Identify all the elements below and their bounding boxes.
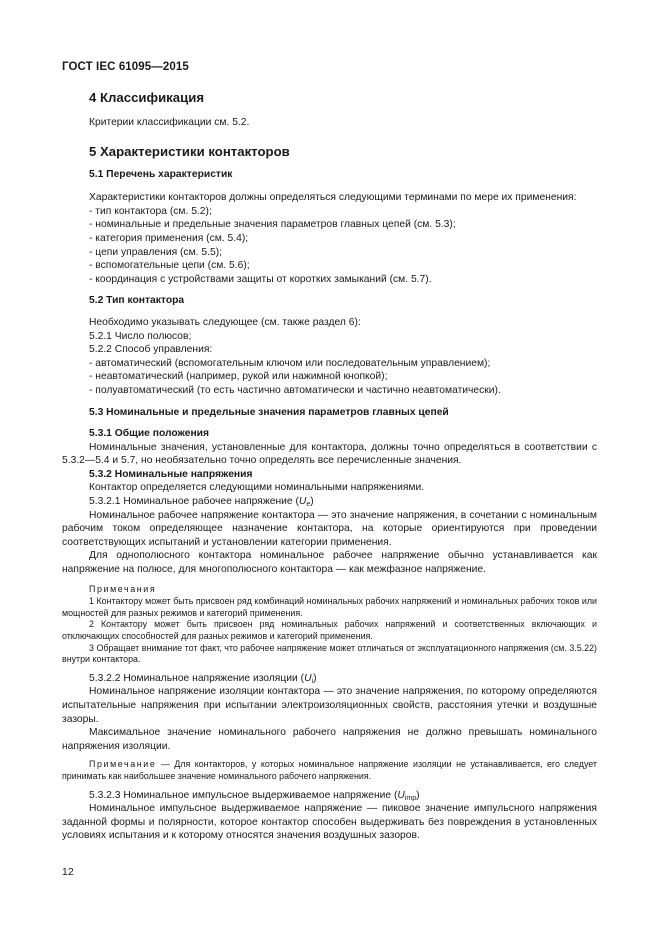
section-5-3-2-text: Контактор определяется следующими номинальными напряжениями. [89,482,425,494]
voltage-symbol: U [298,496,307,508]
list-item: - номинальные и предельные значения параметров главных цепей (см. 5.3); [89,219,456,231]
section-5-2-2: 5.2.2 Способ управления: [89,344,213,356]
standard-header: ГОСТ IEC 61095—2015 [62,61,189,73]
section-5-3-2-1-title [89,495,597,509]
heading-close: ) [313,672,317,684]
note-2: 2 Контактору может быть присвоен ряд номинальных рабочих напряжений и соответственных включающих и отключающих способностей для разных режимов и категорий применения. [62,619,597,641]
section-5-3-1-title: 5.3.1 Общие положения [89,428,209,440]
page-content [62,90,597,843]
section-5-2-1: 5.2.1 Число полюсов; [89,330,192,342]
list-item: - неавтоматический (например, рукой или нажимной кнопкой); [89,371,388,383]
heading-text: 5.3.2.2 Номинальное напряжение изоляции ( [89,672,305,684]
notes-heading: Примечания [89,583,157,594]
section-5-3-2-2-title [89,672,597,686]
section-5-3-2-2-p2: Максимальное значение номинального рабочего напряжения не должно превышать номинального напряжения изоляции. [62,727,597,752]
section-5-title: 5 Характеристики контакторов [89,143,290,159]
section-5-2-title: 5.2 Тип контактора [89,295,185,307]
voltage-symbol: U [397,789,405,801]
voltage-subscript: i [311,677,314,685]
list-item: - координация с устройствами защиты от коротких замыканий (см. 5.7). [89,273,432,285]
heading-close: ) [416,789,420,801]
section-5-2-2-list [89,357,597,398]
list-item: - тип контактора (см. 5.2); [89,205,212,217]
note-label: Примечание [89,759,157,770]
section-4-text: Критерии классификации см. 5.2. [89,117,250,128]
section-5-3-2-1-p1: Номинальное рабочее напряжение контактора — это значение напряжения, в сочетании с номинальным рабочим током определяющее назначение контактора, на которые ориентируются при проведении соответствующих испытаний и установлении категории применения. [62,509,597,548]
list-item: - категория применения (см. 5.4); [89,232,249,244]
voltage-subscript: imp [404,794,417,802]
list-item: - цепи управления (см. 5.5); [89,246,222,258]
section-5-3-2-3-title [89,789,597,803]
section-5-3-2-1-p2: Для однополюсного контактора номинальное рабочее напряжение обычно устанавливается как напряжение на полюсе, для многополюсного контактора — как межфазное напряжение. [62,550,597,576]
list-item: - вспомогательные цепи (см. 5.6); [89,260,250,272]
heading-text: 5.3.2.1 Номинальное рабочее напряжение ( [89,496,299,508]
section-5-1-intro: Характеристики контакторов должны определяться следующими терминами по мере их применения: [89,192,577,204]
voltage-symbol: U [304,672,312,684]
list-item: - автоматический (вспомогательным ключом или последовательным управлением); [89,357,491,369]
section-5-1-list [89,205,597,287]
section-5-3-2-2-p1: Номинальное напряжение изоляции контактора — это значение напряжения, по которому определяются испытательные напряжения при испытании электроизоляционных свойств, расстояния утечки и воздушные зазоры. [62,686,597,725]
note-3: 3 Обращает внимание тот факт, что рабочее напряжение может отличаться от эксплуатационного напряжения (см. 3.5.22) внутри контактора. [62,642,597,665]
note-1: 1 Контактору может быть присвоен ряд комбинаций номинальных рабочих напряжений и номинальных рабочих токов или мощностей для разных режимов и категорий применения. [62,596,597,618]
section-5-3-2-3-p1: Номинальное импульсное выдерживаемое напряжение — пиковое значение импульсного напряжения заданной формы и полярности, которое контактор способен выдерживать без повреждения в установленных условиях испытания и к которому относятся значения воздушных зазоров. [62,803,597,842]
voltage-subscript: e [306,501,311,509]
heading-close: ) [310,496,314,508]
section-5-2-intro: Необходимо указывать следующее (см. также раздел 6): [89,316,361,328]
heading-text: 5.3.2.3 Номинальное импульсное выдерживаемое напряжение ( [89,789,398,801]
section-5-3-1-text: Номинальные значения, установленные для контактора, должны точно определяться в соответствии с 5.3.2—5.4 и 5.7, но необязательно точно определять все перечисленные значения. [62,441,597,467]
section-5-1-title: 5.1 Перечень характеристик [89,168,233,180]
note-text: — Для контакторов, у которых номинальное напряжение изоляции не устанавливается, его следует принимать как наибольшее значение номинального рабочего напряжения. [62,759,597,781]
page-number: 12 [62,866,74,878]
section-4-title: 4 Классификация [89,90,205,105]
section-5-3-2-title: 5.3.2 Номинальные напряжения [89,468,253,480]
list-item: - полуавтоматический (то есть частично автоматически и частично неавтоматически). [89,384,501,396]
section-5-3-title: 5.3 Номинальные и предельные значения параметров главных цепей [89,406,449,418]
note-single [62,759,597,782]
